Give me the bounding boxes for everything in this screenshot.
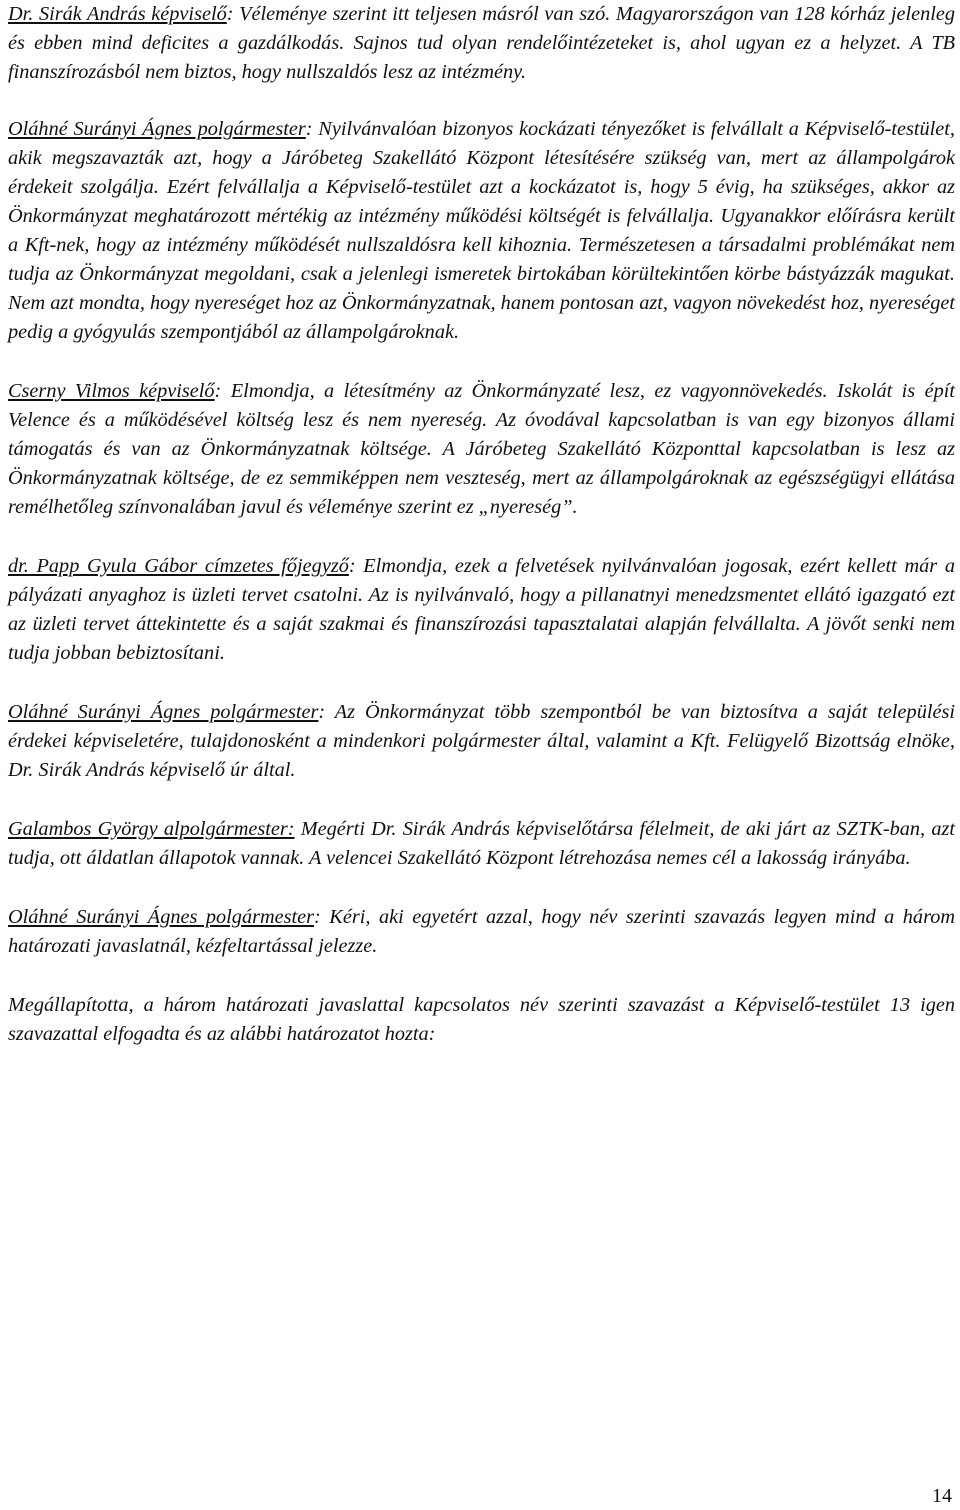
- paragraph-text-continued: Ezért felvállalja a Képviselő-testület azt a kockázatot is, hogy 5 évig, ha szükséges, akkor az Önkormányzat meghatározott mértékig az intézmény működési költségét is felvállalja. Ugyanakkor előírásra került a Kft-nek, hogy az intézmény működését nullszaldósra kell kihoznia. Természetesen a társadalmi problémákat nem tudja az Önkormányzat megoldani, csak a jelenlegi ismeretek birtokában körültekintően körbe bástyázzák magukat. Nem azt mondta, hogy nyereséget hoz az Önkormányzatnak, hanem pontosan azt, vagyon növekedést hoz, nyereséget pedig a gyógyulás szempontjából az állampolgároknak.: [8, 176, 956, 343]
- paragraph-text: Megállapította, a három határozati javaslattal kapcsolatos név szerinti szavazást a Képviselő-testület 13 igen szavazattal elfogadta és az alábbi határozatot hozta:: [8, 994, 955, 1045]
- paragraph-galambos: [8, 815, 955, 873]
- speaker-name: Cserny Vilmos képviselő: [8, 380, 215, 402]
- paragraph-text: : Az Önkormányzat több szempontból be van biztosítva a saját települési érdekei képviseletére, tulajdonosként a mindenkori polgármester által, valamint a Kft. Felügyelő Bizottság elnöke, Dr. Sirák András képviselő úr által.: [8, 701, 956, 781]
- paragraph-olahne-2: [8, 698, 955, 785]
- paragraph-conclusion: [8, 991, 955, 1049]
- document-page: [8, 0, 955, 1079]
- speaker-name: dr. Papp Gyula Gábor címzetes főjegyző: [8, 555, 349, 577]
- paragraph-olahne-1: [8, 115, 955, 347]
- paragraph-text: : Elmondja, ezek a felvetések nyilvánvalóan jogosak, ezért kellett már a pályázati anyaghoz is üzleti tervet csatolni. Az is nyilvánvaló, hogy a pillanatnyi menedzsmentet ellátó igazgató ezt az üzleti tervet áttekintette és a saját szakmai és finanszírozási tapasztalatai alapján felvállalta. A jövőt senki nem tudja jobban bebiztosítani.: [8, 555, 955, 664]
- paragraph-text: : Elmondja, a létesítmény az Önkormányzaté lesz, ez vagyonnövekedés. Iskolát is épít Velence és a működésével költség lesz és nem nyereség. Az óvodával kapcsolatban is van egy bizonyos állami támogatás és van az Önkormányzatnak költsége. A Járóbeteg Szakellátó Központtal kapcsolatban is lesz az Önkormányzatnak költsége, de ez semmiképpen nem veszteség, mert az állampolgároknak az egészségügyi ellátása remélhetőleg színvonalában javul és véleménye szerint ez „nyereség”.: [8, 380, 955, 518]
- paragraph-text: : Kéri, aki egyetért azzal, hogy név szerinti szavazás legyen mind a három határozati javaslatnál, kézfeltartással jelezze.: [8, 906, 955, 957]
- speaker-name: Galambos György alpolgármester:: [8, 818, 295, 840]
- speaker-name: Oláhné Surányi Ágnes polgármester: [8, 906, 315, 928]
- paragraph-text: Megérti Dr. Sirák András képviselőtársa félelmeit, de aki járt az SZTK-ban, azt tudja, ott áldatlan állapotok vannak. A velencei Szakellátó Központ létrehozása nemes cél a lakosság irányába.: [8, 818, 955, 869]
- paragraph-papp: [8, 552, 955, 668]
- speaker-name: Oláhné Surányi Ágnes polgármester: [8, 118, 306, 140]
- speaker-name: Oláhné Surányi Ágnes polgármester: [8, 701, 319, 723]
- speaker-name: Dr. Sirák András képviselő: [8, 3, 227, 25]
- paragraph-cserny: [8, 377, 955, 522]
- page-number: 14: [932, 1485, 952, 1507]
- paragraph-olahne-3: [8, 903, 955, 961]
- paragraph-sirak-1: [8, 0, 955, 87]
- paragraph-text: : Nyilvánvalóan bizonyos kockázati tényezőket is felvállalt a Képviselő-testület, akik megszavazták azt, hogy a Járóbeteg Szakellátó Központ létesítésére szükség van, mert az állampolgárok érdekeit szolgálja.: [8, 118, 955, 198]
- paragraph-text: : Véleménye szerint itt teljesen másról van szó. Magyarországon van 128 kórház jelenleg és ebben mind deficites a gazdálkodás. Sajnos tud olyan rendelőintézeteket is, ahol ugyan ez a helyzet. A TB finanszírozásból nem biztos, hogy nullszaldós lesz az intézmény.: [8, 3, 956, 83]
